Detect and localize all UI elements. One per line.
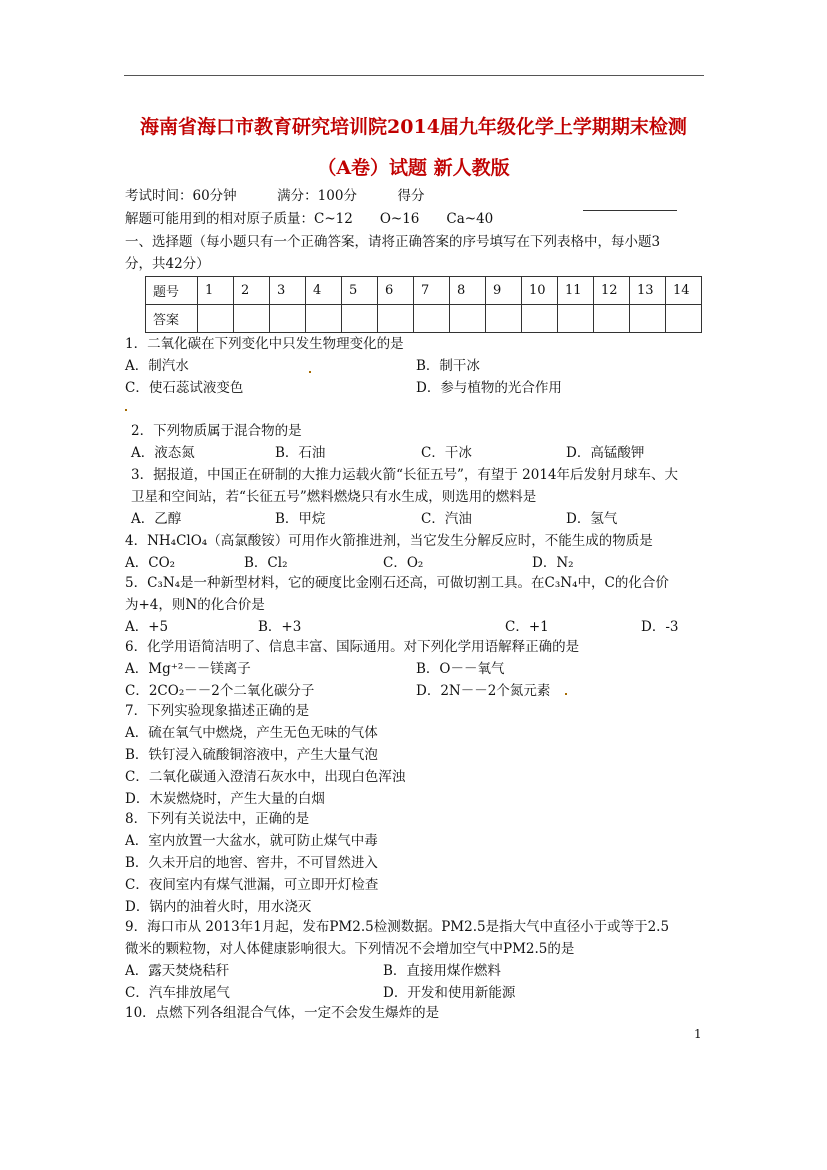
q5-option-d: D．-3: [641, 619, 679, 635]
answer-cell[interactable]: [630, 305, 666, 333]
page-number: 1: [694, 1027, 702, 1041]
answer-cell[interactable]: [342, 305, 378, 333]
q4-stem: 4．NH₄ClO₄（高氯酸铵）可用作火箭推进剂，当它发生分解反应时，不能生成的物质是: [125, 533, 653, 549]
q3-option-d: D．氢气: [566, 511, 618, 527]
q9-option-a: A．露天焚烧秸秆: [125, 963, 230, 979]
table-cell-number: 8: [450, 277, 486, 305]
q8-option-c: C．夜间室内有煤气泄漏，可立即开灯检查: [125, 877, 379, 893]
q2-stem: 2．下列物质属于混合物的是: [131, 423, 302, 439]
q1-option-b: B．制干冰: [416, 358, 480, 374]
q5-stem-1: 5．C₃N₄是一种新型材料，它的硬度比金刚石还高，可做切割工具。在C₃N₄中，C的化合价: [125, 575, 669, 591]
q7-stem: 7．下列实验现象描述正确的是: [125, 703, 310, 719]
answer-cell[interactable]: [486, 305, 522, 333]
table-row-numbers: [146, 277, 702, 305]
q1-option-d: D．参与植物的光合作用: [416, 380, 562, 396]
q9-option-b: B．直接用煤作燃料: [383, 963, 501, 979]
answer-cell[interactable]: [522, 305, 558, 333]
q1-stem: 1．二氧化碳在下列变化中只发生物理变化的是: [125, 336, 404, 352]
q8-option-a: A．室内放置一大盆水，就可防止煤气中毒: [125, 833, 378, 849]
q2-option-b: B．石油: [275, 445, 326, 461]
q9-stem-2: 微米的颗粒物，对人体健康影响很大。下列情况不会增加空气中PM2.5的是: [125, 941, 575, 957]
q7-option-b: B．铁钉浸入硫酸铜溶液中，产生大量气泡: [125, 747, 378, 763]
doc-title-line2: （A卷）试题 新人教版: [317, 157, 510, 179]
q5-stem-2: 为+4，则N的化合价是: [125, 597, 265, 613]
q3-stem-2: 卫星和空间站，若“长征五号”燃料燃烧只有水生成，则选用的燃料是: [131, 489, 537, 505]
table-cell-number: 9: [486, 277, 522, 305]
q8-stem: 8．下列有关说法中，正确的是: [125, 811, 310, 827]
q5-option-c: C．+1: [505, 619, 549, 635]
scan-speck: [565, 693, 567, 695]
table-cell-number: 5: [342, 277, 378, 305]
q3-stem-1: 3．据报道，中国正在研制的大推力运载火箭“长征五号”，有望于 2014年后发射月球车、大: [131, 467, 679, 483]
q5-option-b: B．+3: [258, 619, 302, 635]
answer-cell[interactable]: [414, 305, 450, 333]
section1-instruction-1: 一、选择题（每小题只有一个正确答案，请将正确答案的序号填写在下列表格中，每小题3: [125, 234, 661, 250]
answer-cell[interactable]: [450, 305, 486, 333]
score-blank: [583, 210, 677, 211]
q2-option-a: A．液态氮: [131, 445, 195, 461]
q10-stem: 10．点燃下列各组混合气体，一定不会发生爆炸的是: [125, 1005, 440, 1021]
q7-option-d: D．木炭燃烧时，产生大量的白烟: [125, 791, 325, 807]
q2-option-d: D．高锰酸钾: [566, 445, 645, 461]
q8-option-b: B．久未开启的地窖、窖井，不可冒然进入: [125, 855, 378, 871]
answer-cell[interactable]: [306, 305, 342, 333]
table-header-number: 题号: [146, 277, 198, 305]
q6-option-a: A．Mg⁺²－－镁离子: [125, 661, 251, 677]
table-cell-number: 14: [666, 277, 702, 305]
q5-option-a: A．+5: [125, 619, 169, 635]
q8-option-d: D．锅内的油着火时，用水浇灭: [125, 899, 312, 915]
q3-option-c: C．汽油: [421, 511, 472, 527]
table-cell-number: 6: [378, 277, 414, 305]
table-cell-number: 7: [414, 277, 450, 305]
q6-option-c: C．2CO₂－－2个二氧化碳分子: [125, 683, 315, 699]
q6-option-d: D．2N－－2个氮元素: [416, 683, 551, 699]
answer-table: [145, 276, 702, 333]
table-cell-number: 2: [234, 277, 270, 305]
answer-cell[interactable]: [594, 305, 630, 333]
scan-speck: [309, 371, 311, 373]
q4-option-d: D．N₂: [532, 555, 574, 571]
q1-option-c: C．使石蕊试液变色: [125, 380, 244, 396]
scan-speck: [125, 409, 127, 411]
q1-option-a: A．制汽水: [125, 358, 189, 374]
q9-option-d: D．开发和使用新能源: [383, 985, 516, 1001]
answer-cell[interactable]: [378, 305, 414, 333]
header-rule: [124, 75, 704, 76]
atomic-mass: 解题可能用到的相对原子质量：C~12 O~16 Ca~40: [125, 211, 494, 227]
q4-option-a: A．CO₂: [125, 555, 176, 571]
table-header-answer: 答案: [146, 305, 198, 333]
q9-stem-1: 9．海口市从 2013年1月起，发布PM2.5检测数据。PM2.5是指大气中直径小于或等于2.5: [125, 919, 670, 935]
table-cell-number: 3: [270, 277, 306, 305]
q9-option-c: C．汽车排放尾气: [125, 985, 230, 1001]
exam-info: 考试时间：60分钟 满分：100分 得分: [125, 188, 425, 204]
answer-cell[interactable]: [270, 305, 306, 333]
section1-instruction-2: 分，共42分）: [125, 256, 210, 272]
q7-option-a: A．硫在氧气中燃烧，产生无色无味的气体: [125, 725, 378, 741]
table-cell-number: 12: [594, 277, 630, 305]
table-cell-number: 10: [522, 277, 558, 305]
answer-cell[interactable]: [558, 305, 594, 333]
q3-option-b: B．甲烷: [275, 511, 326, 527]
answer-cell[interactable]: [666, 305, 702, 333]
q2-option-c: C．干冰: [421, 445, 472, 461]
q6-stem: 6．化学用语简洁明了、信息丰富、国际通用。对下列化学用语解释正确的是: [125, 639, 580, 655]
answer-cell[interactable]: [234, 305, 270, 333]
q7-option-c: C．二氧化碳通入澄清石灰水中，出现白色浑浊: [125, 769, 406, 785]
q4-option-c: C．O₂: [383, 555, 424, 571]
table-cell-number: 11: [558, 277, 594, 305]
table-cell-number: 4: [306, 277, 342, 305]
table-cell-number: 1: [198, 277, 234, 305]
doc-title-line1: 海南省海口市教育研究培训院2014届九年级化学上学期期末检测: [140, 116, 687, 138]
answer-cell[interactable]: [198, 305, 234, 333]
table-row-answers: [146, 305, 702, 333]
q4-option-b: B．Cl₂: [244, 555, 288, 571]
q6-option-b: B．O－－氧气: [416, 661, 505, 677]
table-cell-number: 13: [630, 277, 666, 305]
q3-option-a: A．乙醇: [131, 511, 182, 527]
